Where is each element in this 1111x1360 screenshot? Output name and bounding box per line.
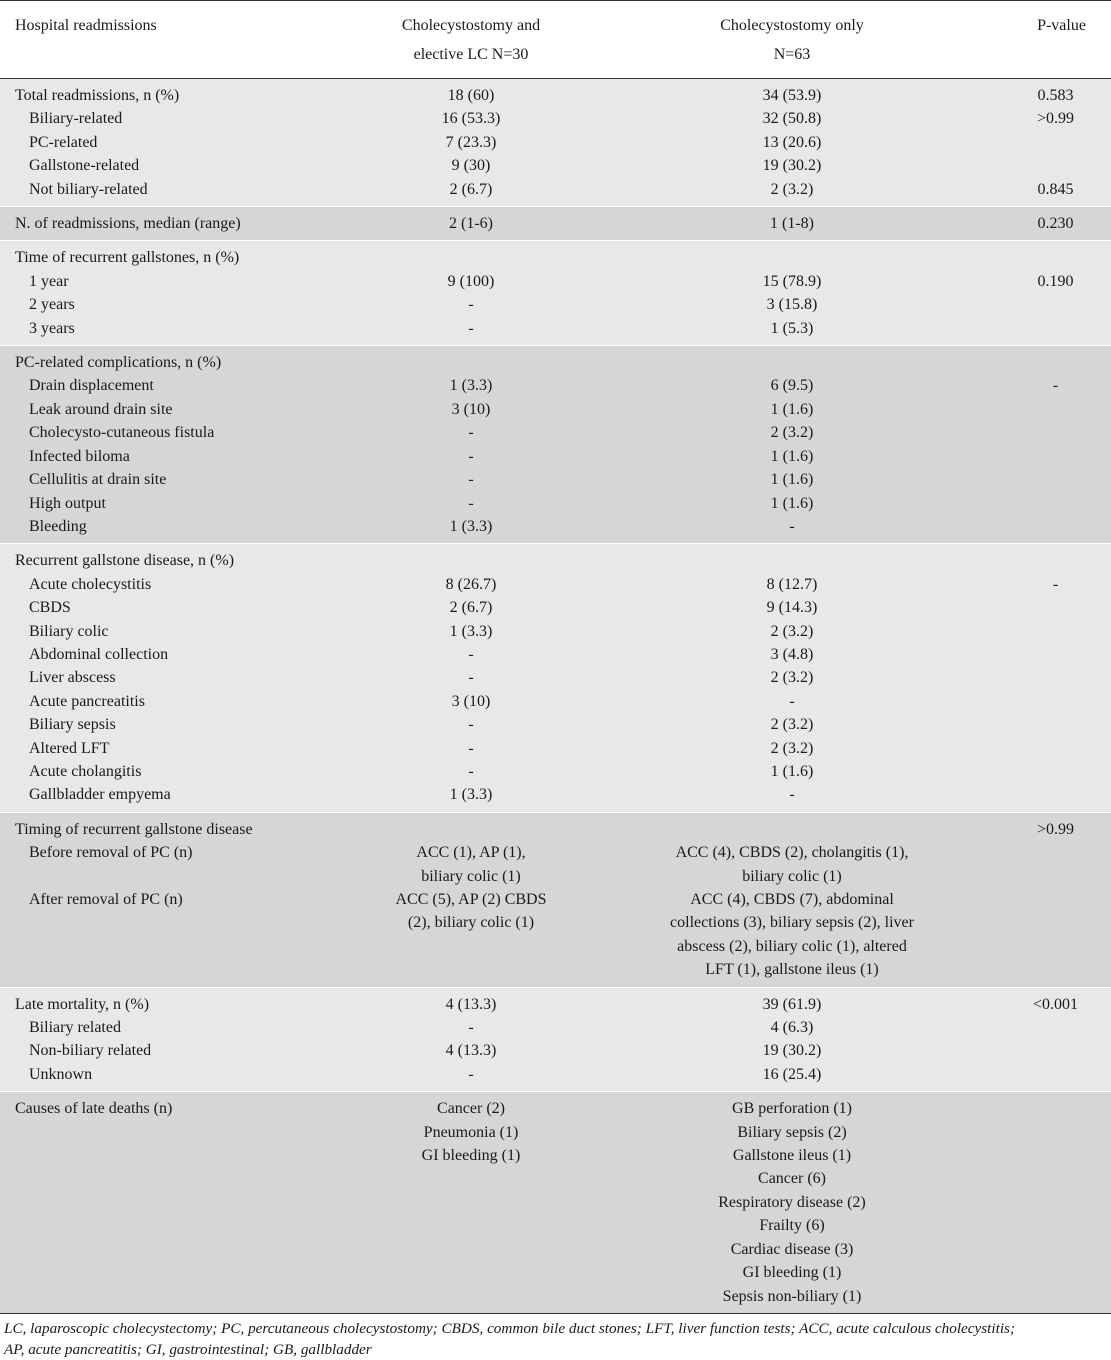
row-label: Cholecysto-cutaneous fistula [0, 421, 370, 444]
table-row [0, 1039, 1111, 1062]
cell-cholecystostomy-only: 3 (15.8) [572, 293, 1012, 316]
table-row [0, 713, 1111, 736]
cell-cholecystostomy-and-lc: - [370, 445, 572, 468]
row-label: Total readmissions, n (%) [0, 79, 370, 108]
cell-p-value: 0.190 [1012, 270, 1111, 293]
row-label: Drain displacement [0, 374, 370, 397]
cell-cholecystostomy-and-lc: ACC (5), AP (2) CBDS (2), biliary colic (1) [370, 888, 572, 987]
row-label: Abdominal collection [0, 643, 370, 666]
row-label: Causes of late deaths (n) [0, 1092, 370, 1313]
table-row [0, 1016, 1111, 1039]
cell-p-value [1012, 888, 1111, 987]
cell-p-value [1012, 492, 1111, 515]
cell-p-value [1012, 620, 1111, 643]
cell-p-value [1012, 690, 1111, 713]
cell-cholecystostomy-only: - [572, 690, 1012, 713]
cell-cholecystostomy-only [572, 544, 1012, 573]
cell-cholecystostomy-and-lc: - [370, 468, 572, 491]
cell-cholecystostomy-and-lc: 7 (23.3) [370, 131, 572, 154]
cell-cholecystostomy-and-lc: 2 (6.7) [370, 596, 572, 619]
cell-cholecystostomy-and-lc: 9 (30) [370, 154, 572, 177]
row-label: Gallbladder empyema [0, 783, 370, 812]
row-label: Recurrent gallstone disease, n (%) [0, 544, 370, 573]
header-col-hospital-readmissions: Hospital readmissions [0, 1, 370, 79]
cell-p-value [1012, 544, 1111, 573]
row-label: N. of readmissions, median (range) [0, 207, 370, 241]
row-label: Biliary related [0, 1016, 370, 1039]
row-label: Biliary colic [0, 620, 370, 643]
table-row [0, 596, 1111, 619]
row-label: After removal of PC (n) [0, 888, 370, 987]
cell-p-value [1012, 293, 1111, 316]
cell-cholecystostomy-only: 32 (50.8) [572, 107, 1012, 130]
table-row [0, 620, 1111, 643]
table-row [0, 573, 1111, 596]
row-label: Biliary-related [0, 107, 370, 130]
cell-cholecystostomy-only: 9 (14.3) [572, 596, 1012, 619]
cell-cholecystostomy-and-lc: - [370, 713, 572, 736]
row-label: Cellulitis at drain site [0, 468, 370, 491]
row-label: Acute pancreatitis [0, 690, 370, 713]
header-col-cholecystostomy-and-lc: Cholecystostomy and elective LC N=30 [370, 1, 572, 79]
cell-cholecystostomy-and-lc: Cancer (2) Pneumonia (1) GI bleeding (1) [370, 1092, 572, 1313]
table-row [0, 888, 1111, 987]
cell-cholecystostomy-and-lc: 16 (53.3) [370, 107, 572, 130]
table-row [0, 154, 1111, 177]
cell-cholecystostomy-only: 1 (1.6) [572, 398, 1012, 421]
table-row [0, 1063, 1111, 1092]
row-label: 3 years [0, 317, 370, 346]
cell-cholecystostomy-and-lc [370, 346, 572, 375]
cell-cholecystostomy-and-lc: 3 (10) [370, 398, 572, 421]
row-label: PC-related complications, n (%) [0, 346, 370, 375]
table-row [0, 812, 1111, 841]
header-col-cholecystostomy-only: Cholecystostomy only N=63 [572, 1, 1012, 79]
cell-cholecystostomy-only: 2 (3.2) [572, 666, 1012, 689]
cell-cholecystostomy-and-lc: 2 (6.7) [370, 178, 572, 207]
table-row [0, 293, 1111, 316]
table-row [0, 492, 1111, 515]
table-footnote: LC, laparoscopic cholecystectomy; PC, percutaneous cholecystostomy; CBDS, common bile duct stones; LFT, liver function tests; ACC, acute calculous cholecystitis; AP, acute pancreatitis; GI, gastrointestinal; GB, gallbladder [0, 1313, 1111, 1360]
table-body [0, 79, 1111, 1313]
row-label: Acute cholangitis [0, 760, 370, 783]
cell-cholecystostomy-only: 6 (9.5) [572, 374, 1012, 397]
row-label: Infected biloma [0, 445, 370, 468]
cell-cholecystostomy-and-lc: 1 (3.3) [370, 783, 572, 812]
cell-p-value: <0.001 [1012, 987, 1111, 1016]
cell-cholecystostomy-only [572, 812, 1012, 841]
cell-cholecystostomy-and-lc: - [370, 421, 572, 444]
cell-cholecystostomy-and-lc: - [370, 1063, 572, 1092]
cell-cholecystostomy-and-lc: ACC (1), AP (1), biliary colic (1) [370, 841, 572, 888]
table-row [0, 544, 1111, 573]
cell-cholecystostomy-only: 1 (1-8) [572, 207, 1012, 241]
cell-p-value: - [1012, 573, 1111, 596]
cell-p-value [1012, 783, 1111, 812]
cell-p-value [1012, 421, 1111, 444]
table-row [0, 270, 1111, 293]
cell-cholecystostomy-and-lc: - [370, 293, 572, 316]
cell-cholecystostomy-only [572, 346, 1012, 375]
table-row [0, 374, 1111, 397]
cell-cholecystostomy-only: 2 (3.2) [572, 421, 1012, 444]
cell-cholecystostomy-and-lc: - [370, 737, 572, 760]
cell-cholecystostomy-only: - [572, 515, 1012, 544]
table-row [0, 783, 1111, 812]
cell-cholecystostomy-only: ACC (4), CBDS (7), abdominal collections (3), biliary sepsis (2), liver abscess (2), biliary colic (1), altered LFT (1), gallstone ileus (1) [572, 888, 1012, 987]
cell-cholecystostomy-only: GB perforation (1) Biliary sepsis (2) Gallstone ileus (1) Cancer (6) Respiratory disease (2) Frailty (6) Cardiac disease (3) GI bleeding (1) Sepsis non-biliary (1) [572, 1092, 1012, 1313]
cell-cholecystostomy-and-lc: 8 (26.7) [370, 573, 572, 596]
cell-p-value [1012, 154, 1111, 177]
row-label: Biliary sepsis [0, 713, 370, 736]
cell-cholecystostomy-only: ACC (4), CBDS (2), cholangitis (1), biliary colic (1) [572, 841, 1012, 888]
cell-p-value [1012, 317, 1111, 346]
row-label: Bleeding [0, 515, 370, 544]
row-label: High output [0, 492, 370, 515]
cell-p-value [1012, 737, 1111, 760]
cell-p-value [1012, 468, 1111, 491]
row-label: Leak around drain site [0, 398, 370, 421]
row-label: CBDS [0, 596, 370, 619]
table-row [0, 1092, 1111, 1313]
row-label: Timing of recurrent gallstone disease [0, 812, 370, 841]
cell-cholecystostomy-only: 2 (3.2) [572, 620, 1012, 643]
cell-cholecystostomy-and-lc [370, 241, 572, 270]
table-row [0, 207, 1111, 241]
cell-cholecystostomy-and-lc: 3 (10) [370, 690, 572, 713]
cell-p-value [1012, 841, 1111, 888]
cell-cholecystostomy-only: - [572, 783, 1012, 812]
cell-p-value [1012, 1039, 1111, 1062]
cell-p-value: - [1012, 374, 1111, 397]
cell-cholecystostomy-and-lc: 1 (3.3) [370, 515, 572, 544]
table-row [0, 79, 1111, 108]
cell-p-value: 0.583 [1012, 79, 1111, 108]
cell-cholecystostomy-and-lc [370, 544, 572, 573]
cell-p-value [1012, 1092, 1111, 1313]
cell-cholecystostomy-only: 19 (30.2) [572, 1039, 1012, 1062]
row-label: Time of recurrent gallstones, n (%) [0, 241, 370, 270]
cell-cholecystostomy-and-lc: 4 (13.3) [370, 1039, 572, 1062]
cell-cholecystostomy-only: 1 (1.6) [572, 468, 1012, 491]
cell-cholecystostomy-only: 3 (4.8) [572, 643, 1012, 666]
cell-cholecystostomy-and-lc: 1 (3.3) [370, 374, 572, 397]
table-row [0, 107, 1111, 130]
cell-cholecystostomy-only: 4 (6.3) [572, 1016, 1012, 1039]
cell-p-value [1012, 643, 1111, 666]
cell-cholecystostomy-and-lc: 2 (1-6) [370, 207, 572, 241]
cell-p-value: >0.99 [1012, 812, 1111, 841]
row-label: Altered LFT [0, 737, 370, 760]
cell-cholecystostomy-and-lc: 1 (3.3) [370, 620, 572, 643]
cell-cholecystostomy-only: 15 (78.9) [572, 270, 1012, 293]
cell-cholecystostomy-only: 1 (5.3) [572, 317, 1012, 346]
cell-cholecystostomy-and-lc: 4 (13.3) [370, 987, 572, 1016]
cell-cholecystostomy-only: 39 (61.9) [572, 987, 1012, 1016]
table-row [0, 666, 1111, 689]
cell-cholecystostomy-only: 1 (1.6) [572, 760, 1012, 783]
table-row [0, 131, 1111, 154]
row-label: Unknown [0, 1063, 370, 1092]
cell-cholecystostomy-and-lc: 18 (60) [370, 79, 572, 108]
table-row [0, 445, 1111, 468]
cell-p-value [1012, 398, 1111, 421]
cell-p-value [1012, 346, 1111, 375]
cell-p-value [1012, 666, 1111, 689]
cell-p-value [1012, 131, 1111, 154]
cell-cholecystostomy-only: 2 (3.2) [572, 737, 1012, 760]
cell-cholecystostomy-only [572, 241, 1012, 270]
cell-p-value [1012, 596, 1111, 619]
row-label: Liver abscess [0, 666, 370, 689]
cell-cholecystostomy-only: 13 (20.6) [572, 131, 1012, 154]
table-row [0, 515, 1111, 544]
table-row [0, 987, 1111, 1016]
cell-cholecystostomy-and-lc: - [370, 666, 572, 689]
row-label: Non-biliary related [0, 1039, 370, 1062]
cell-p-value: 0.230 [1012, 207, 1111, 241]
cell-cholecystostomy-only: 19 (30.2) [572, 154, 1012, 177]
cell-p-value: >0.99 [1012, 107, 1111, 130]
row-label: Before removal of PC (n) [0, 841, 370, 888]
table-row [0, 690, 1111, 713]
table-row [0, 760, 1111, 783]
table-row [0, 317, 1111, 346]
row-label: PC-related [0, 131, 370, 154]
row-label: Late mortality, n (%) [0, 987, 370, 1016]
cell-cholecystostomy-only: 8 (12.7) [572, 573, 1012, 596]
cell-cholecystostomy-and-lc: 9 (100) [370, 270, 572, 293]
cell-cholecystostomy-and-lc: - [370, 760, 572, 783]
row-label: Not biliary-related [0, 178, 370, 207]
cell-cholecystostomy-only: 2 (3.2) [572, 178, 1012, 207]
cell-cholecystostomy-and-lc [370, 812, 572, 841]
table-row [0, 468, 1111, 491]
cell-cholecystostomy-only: 1 (1.6) [572, 445, 1012, 468]
cell-p-value [1012, 445, 1111, 468]
cell-cholecystostomy-only: 16 (25.4) [572, 1063, 1012, 1092]
cell-cholecystostomy-and-lc: - [370, 1016, 572, 1039]
table-row [0, 643, 1111, 666]
table-row [0, 841, 1111, 888]
table-row [0, 737, 1111, 760]
cell-cholecystostomy-and-lc: - [370, 492, 572, 515]
row-label: 2 years [0, 293, 370, 316]
cell-cholecystostomy-only: 2 (3.2) [572, 713, 1012, 736]
cell-cholecystostomy-only: 1 (1.6) [572, 492, 1012, 515]
cell-p-value [1012, 1063, 1111, 1092]
cell-p-value [1012, 760, 1111, 783]
cell-p-value [1012, 713, 1111, 736]
cell-cholecystostomy-and-lc: - [370, 643, 572, 666]
table-row [0, 421, 1111, 444]
table-row [0, 241, 1111, 270]
table-row [0, 178, 1111, 207]
row-label: Acute cholecystitis [0, 573, 370, 596]
cell-p-value [1012, 515, 1111, 544]
table-row [0, 346, 1111, 375]
table-row [0, 398, 1111, 421]
cell-cholecystostomy-and-lc: - [370, 317, 572, 346]
row-label: Gallstone-related [0, 154, 370, 177]
header-col-p-value: P-value [1012, 1, 1111, 79]
table-header [0, 1, 1111, 79]
cell-p-value [1012, 1016, 1111, 1039]
cell-p-value [1012, 241, 1111, 270]
cell-p-value: 0.845 [1012, 178, 1111, 207]
cell-cholecystostomy-only: 34 (53.9) [572, 79, 1012, 108]
row-label: 1 year [0, 270, 370, 293]
